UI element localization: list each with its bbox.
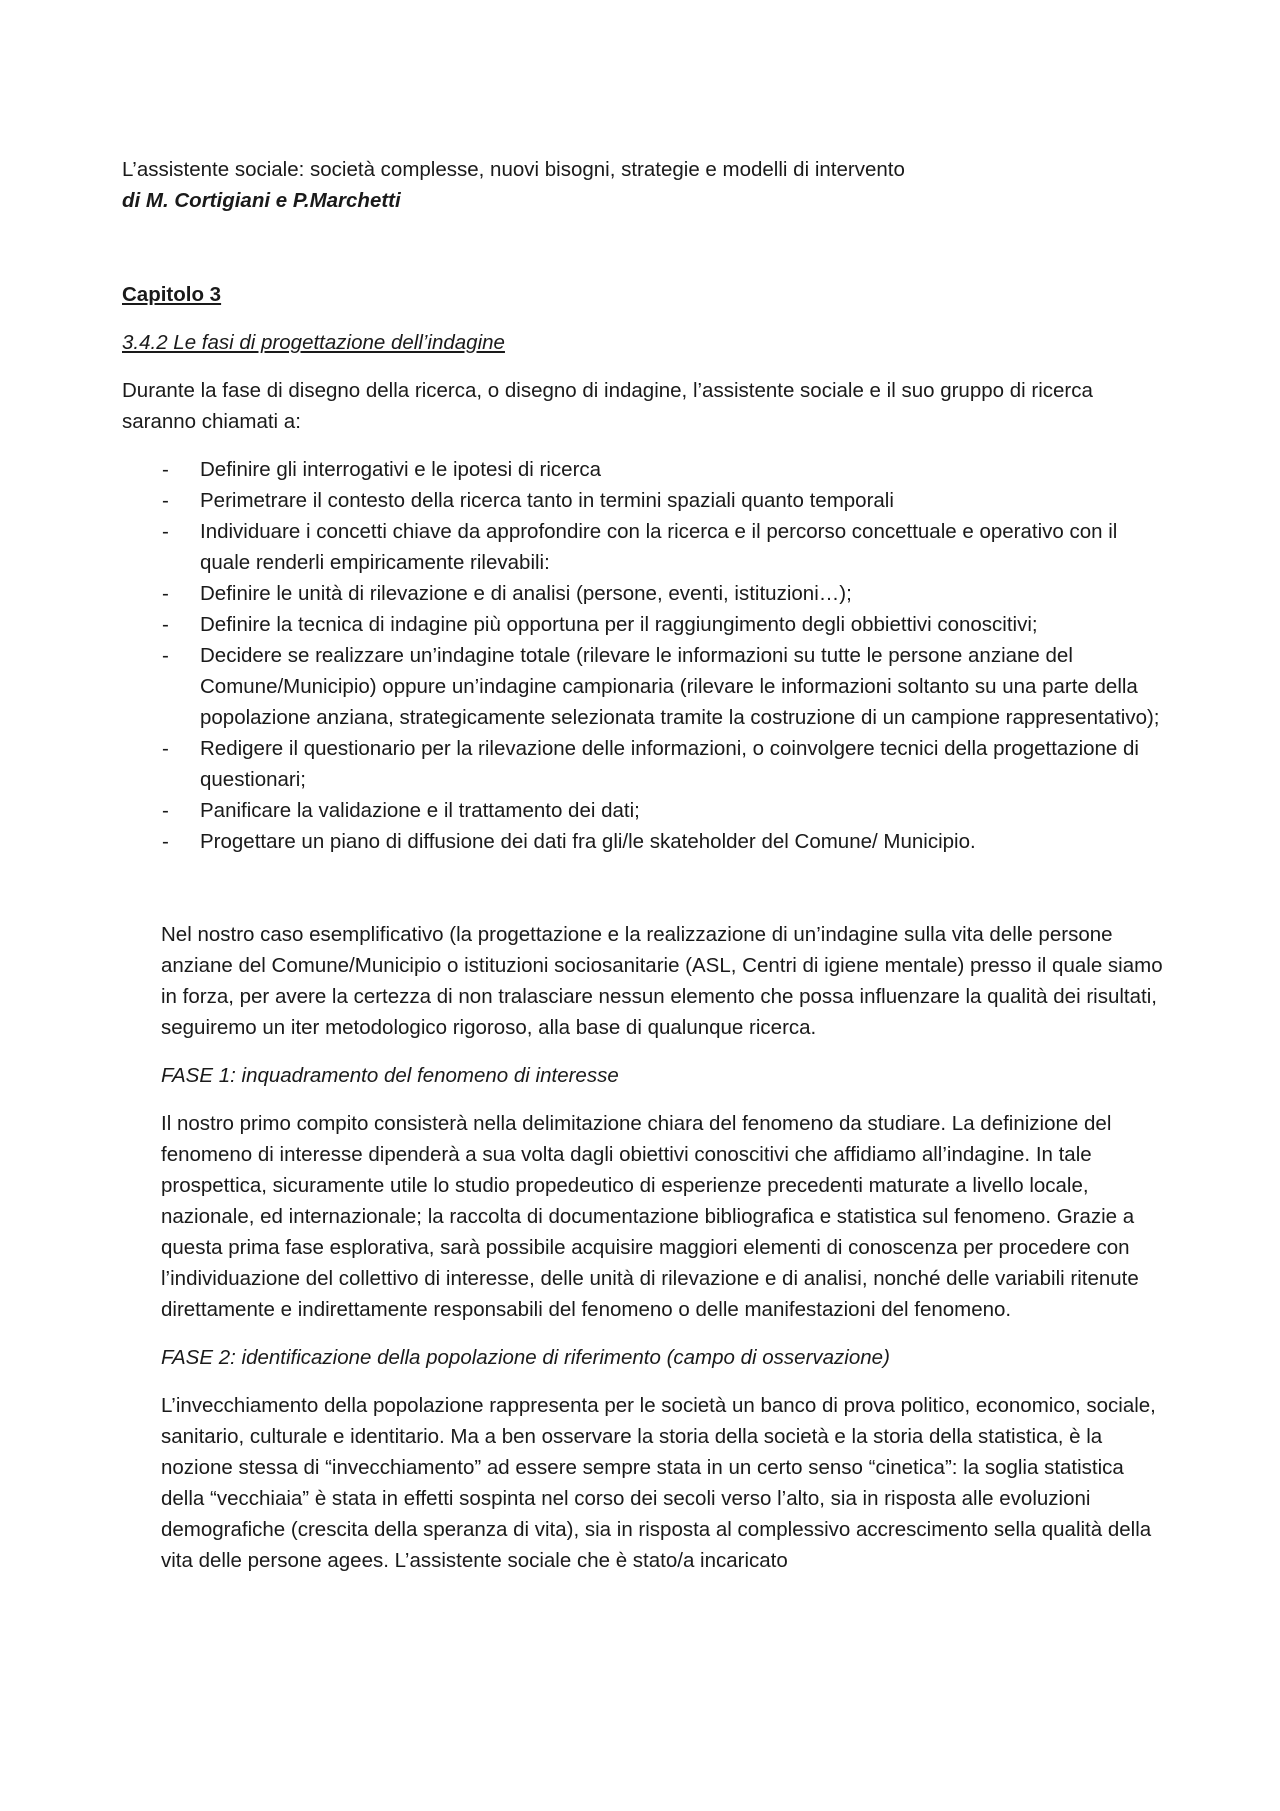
bullet-dash: - <box>162 582 169 605</box>
list-item-text: Definire la tecnica di indagine più opportuna per il raggiungimento degli obbiettivi conoscitivi; <box>200 613 1038 636</box>
document-body <box>122 154 1172 1576</box>
list-item-text: Definire gli interrogativi e le ipotesi di ricerca <box>200 458 602 481</box>
document-title: L’assistente sociale: società complesse, nuovi bisogni, strategie e modelli di intervento <box>122 158 905 181</box>
bullet-dash: - <box>162 830 169 853</box>
document-authors: di M. Cortigiani e P.Marchetti <box>122 189 401 212</box>
bullet-dash: - <box>162 799 169 822</box>
phase1-paragraph: Il nostro primo compito consisterà nella delimitazione chiara del fenomeno da studiare. La definizione del fenomeno di interesse dipenderà a sua volta dagli obiettivi conoscitivi che affidiamo all’indagine. In tale prospettica, sicuramente utile lo studio propedeutico di esperienze precedenti maturate a livello locale, nazionale, ed internazionale; la raccolta di documentazione bibliografica e statistica sul fenomeno. Grazie a questa prima fase esplorativa, sarà possibile acquisire maggiori elementi di conoscenza per procedere con l’individuazione del collettivo di interesse, delle unità di rilevazione e di analisi, nonché delle variabili ritenute direttamente e indirettamente responsabili del fenomeno o delle manifestazioni del fenomeno. <box>161 1112 1139 1321</box>
list-item <box>122 485 1172 516</box>
list-item-text: Perimetrare il contesto della ricerca tanto in termini spaziali quanto temporali <box>200 489 894 512</box>
chapter-heading: Capitolo 3 <box>122 283 222 306</box>
bullet-dash: - <box>162 520 169 543</box>
example-paragraph: Nel nostro caso esemplificativo (la progettazione e la realizzazione di un’indagine sulla vita delle persone anziane del Comune/Municipio o istituzioni sociosanitarie (ASL, Centri di igiene mentale) presso il quale siamo in forza, per avere la certezza di non tralasciare nessun elemento che possa influenzare la qualità dei risultati, seguiremo un iter metodologico rigoroso, alla base di qualunque ricerca. <box>161 923 1163 1039</box>
list-item <box>122 826 1172 857</box>
list-item <box>122 578 1172 609</box>
list-item <box>122 454 1172 485</box>
list-item-text: Redigere il questionario per la rilevazione delle informazioni, o coinvolgere tecnici della progettazione di questionari; <box>200 737 1139 791</box>
bullet-dash: - <box>162 737 169 760</box>
list-item <box>122 609 1172 640</box>
phase1-heading: FASE 1: inquadramento del fenomeno di interesse <box>161 1064 619 1087</box>
list-item-text: Decidere se realizzare un’indagine totale (rilevare le informazioni su tutte le persone anziane del Comune/Municipio) oppure un’indagine campionaria (rilevare le informazioni soltanto su una parte della popolazione anziana, strategicamente selezionata tramite la costruzione di un campione rappresentativo); <box>200 644 1160 729</box>
intro-paragraph: Durante la fase di disegno della ricerca, o disegno di indagine, l’assistente sociale e il suo gruppo di ricerca saranno chiamati a: <box>122 379 1093 433</box>
list-item <box>122 640 1172 733</box>
list-item-text: Individuare i concetti chiave da approfondire con la ricerca e il percorso concettuale e operativo con il quale renderli empiricamente rilevabili: <box>200 520 1118 574</box>
research-steps-list <box>122 454 1172 857</box>
phase2-paragraph: L’invecchiamento della popolazione rappresenta per le società un banco di prova politico, economico, sociale, sanitario, culturale e identitario. Ma a ben osservare la storia della società e la storia della statistica, è la nozione stessa di “invecchiamento” ad essere sempre stata in un certo senso “cinetica”: la soglia statistica della “vecchiaia” è stata in effetti sospinta nel corso dei secoli verso l’alto, sia in risposta alle evoluzioni demografiche (crescita della speranza di vita), sia in risposta al complessivo accrescimento sella qualità della vita delle persone agees. L’assistente sociale che è stato/a incaricato <box>161 1394 1156 1572</box>
bullet-dash: - <box>162 613 169 636</box>
list-item <box>122 733 1172 795</box>
section-heading: 3.4.2 Le fasi di progettazione dell’indagine <box>122 331 505 354</box>
list-item <box>122 795 1172 826</box>
list-item-text: Panificare la validazione e il trattamento dei dati; <box>200 799 640 822</box>
phase2-heading: FASE 2: identificazione della popolazione di riferimento (campo di osservazione) <box>161 1346 890 1369</box>
list-item <box>122 516 1172 578</box>
bullet-dash: - <box>162 458 169 481</box>
bullet-dash: - <box>162 644 169 667</box>
list-item-text: Progettare un piano di diffusione dei dati fra gli/le skateholder del Comune/ Municipio. <box>200 830 976 853</box>
bullet-dash: - <box>162 489 169 512</box>
list-item-text: Definire le unità di rilevazione e di analisi (persone, eventi, istituzioni…); <box>200 582 852 605</box>
